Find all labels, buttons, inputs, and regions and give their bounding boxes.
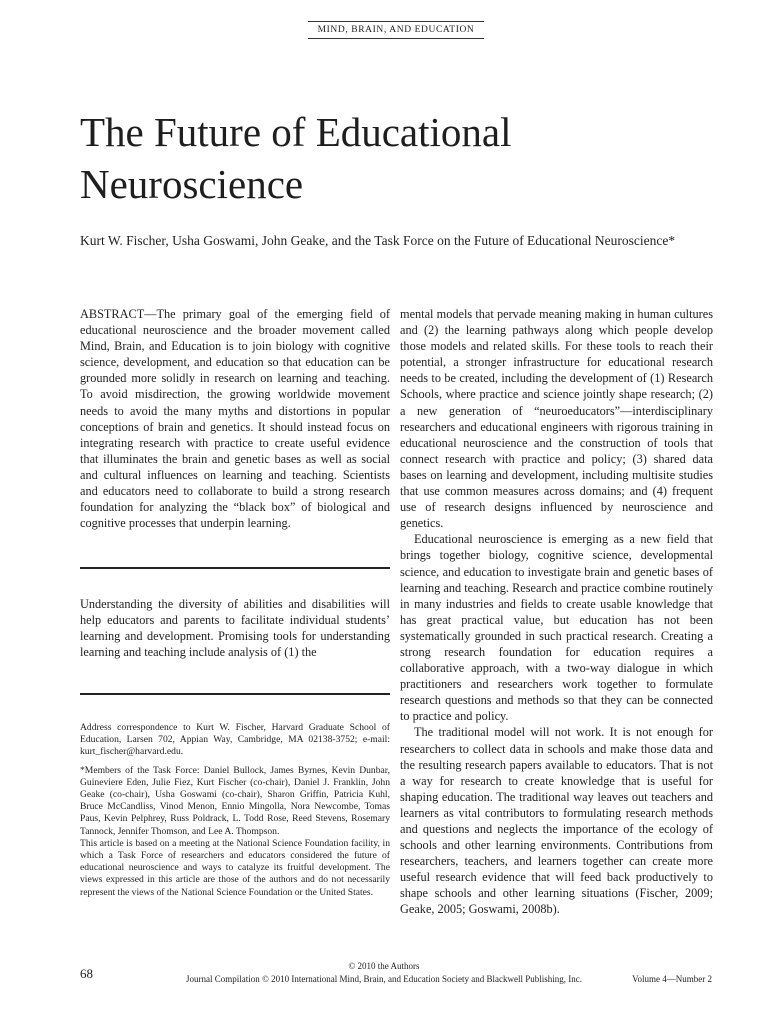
right-paragraph-2: Educational neuroscience is emerging as a new field that brings together biology, cognitive science, developmental science, and education to investigate brain and genetic bases of learning and teaching. Research and practice combine routinely in many industries and fields to create usable knowledge that has great practical value, but education has not been systematically grounded in such practical research. Creating a strong research foundation for education requires a collaborative approach, with a two-way dialogue in which practitioners and researchers work together to formulate research questions and methods so that they can be connected to practice and policy. <box>400 532 713 724</box>
author-list: Kurt W. Fischer, Usha Goswami, John Geake, and the Task Force on the Future of Educational Neuroscience* <box>80 233 676 248</box>
running-head: MIND, BRAIN, AND EDUCATION <box>308 21 484 39</box>
volume-number: Volume 4—Number 2 <box>632 974 712 984</box>
right-paragraph-1: mental models that pervade meaning making in human cultures and (2) the learning pathways along which people develop those models and related skills. For these tools to reach their potential, a stronger infrastructure for educational research needs to be created, including the development of (1) Research Schools, where practice and science jointly shape research; (2) a new generation of “neuroeducators”—interdisciplinary researchers and educational engineers with rigorous training in educational neuroscience and the construction of tools that connect research with practice and policy; (3) shared data bases on learning and development, including multisite studies that use common measures across domains; and (4) frequent use of research designs influenced by neuroscience and genetics. <box>400 307 713 531</box>
copyright-authors: © 2010 the Authors <box>348 961 420 971</box>
note-meeting: This article is based on a meeting at the National Science Foundation facility, in which a Task Force of researchers and educators considered the future of educational neuroscience and ways to catalyze its fruitful development. The views expressed in this article are those of the authors and do not necessarily represent the views of the National Science Foundation or the United States. <box>80 837 390 898</box>
abstract-block <box>80 306 390 531</box>
footnotes <box>80 722 390 905</box>
article-title <box>80 106 700 210</box>
abstract-text: ABSTRACT—The primary goal of the emerging field of educational neuroscience and the broader movement called Mind, Brain, and Education is to join biology with cognitive science, development, and education so that education can be grounded more solidly in research on learning and teaching. To avoid misdirection, the growing worldwide movement needs to avoid the many myths and distortions in popular conceptions of brain and genetics. It should instead focus on integrating research with practice to create useful evidence that illuminates the brain and genetic bases as well as social and cultural influences on learning and teaching. Scientists and educators need to collaborate to build a strong research foundation for analyzing the “black box” of biological and cognitive processes that underpin learning. <box>80 307 390 531</box>
abstract-rule-bottom <box>80 693 390 695</box>
intro-text: Understanding the diversity of abilities and disabilities will help educators and parents to facilitate individual students’ learning and development. Promising tools for understanding learning and teaching include analysis of (1) the <box>80 597 390 660</box>
note-members: *Members of the Task Force: Daniel Bullock, James Byrnes, Kevin Dunbar, Guineviere Eden, Julie Fiez, Kurt Fischer (co-chair), Daniel J. Franklin, John Geake (co-chair), Usha Goswami (co-chair), Sharon Griffin, Patricia Kuhl, Bruce McCandliss, Vinod Menon, Ennio Mingolla, Nora Newcombe, Tomas Paus, Kevin Pelphrey, Russ Poldrack, L. Todd Rose, Reed Stevens, Rosemary Tannock, Jennifer Thomson, and Lee A. Thompson. <box>80 764 390 837</box>
note-address: Address correspondence to Kurt W. Fischer, Harvard Graduate School of Education, Larsen 702, Appian Way, Cambridge, MA 02138-3752; e-mail: kurt_fischer@harvard.edu. <box>80 722 390 758</box>
intro-block <box>80 596 390 660</box>
abstract-rule-top <box>80 567 390 569</box>
right-paragraph-3: The traditional model will not work. It is not enough for researchers to collect data in schools and make those data and the resulting research papers available to educators. That is not a way for research to create knowledge that is useful for shaping education. The traditional way leaves out teachers and learners as vital contributors to formulating research methods and questions and neglects the importance of the ecology of schools and other learning environments. Contributions from researchers, teachers, and learners together can create more useful research evidence that will feed back productively to shape schools and other learning situations (Fischer, 2009; Geake, 2005; Goswami, 2008b). <box>400 725 713 917</box>
right-column <box>400 306 713 918</box>
journal-compilation: Journal Compilation © 2010 International Mind, Brain, and Education Society and Blackwell Publishing, Inc. <box>185 974 583 984</box>
title-line-2: Neuroscience <box>80 161 304 207</box>
title-line-1: The Future of Educational <box>80 109 512 155</box>
page-number: 68 <box>80 966 93 981</box>
